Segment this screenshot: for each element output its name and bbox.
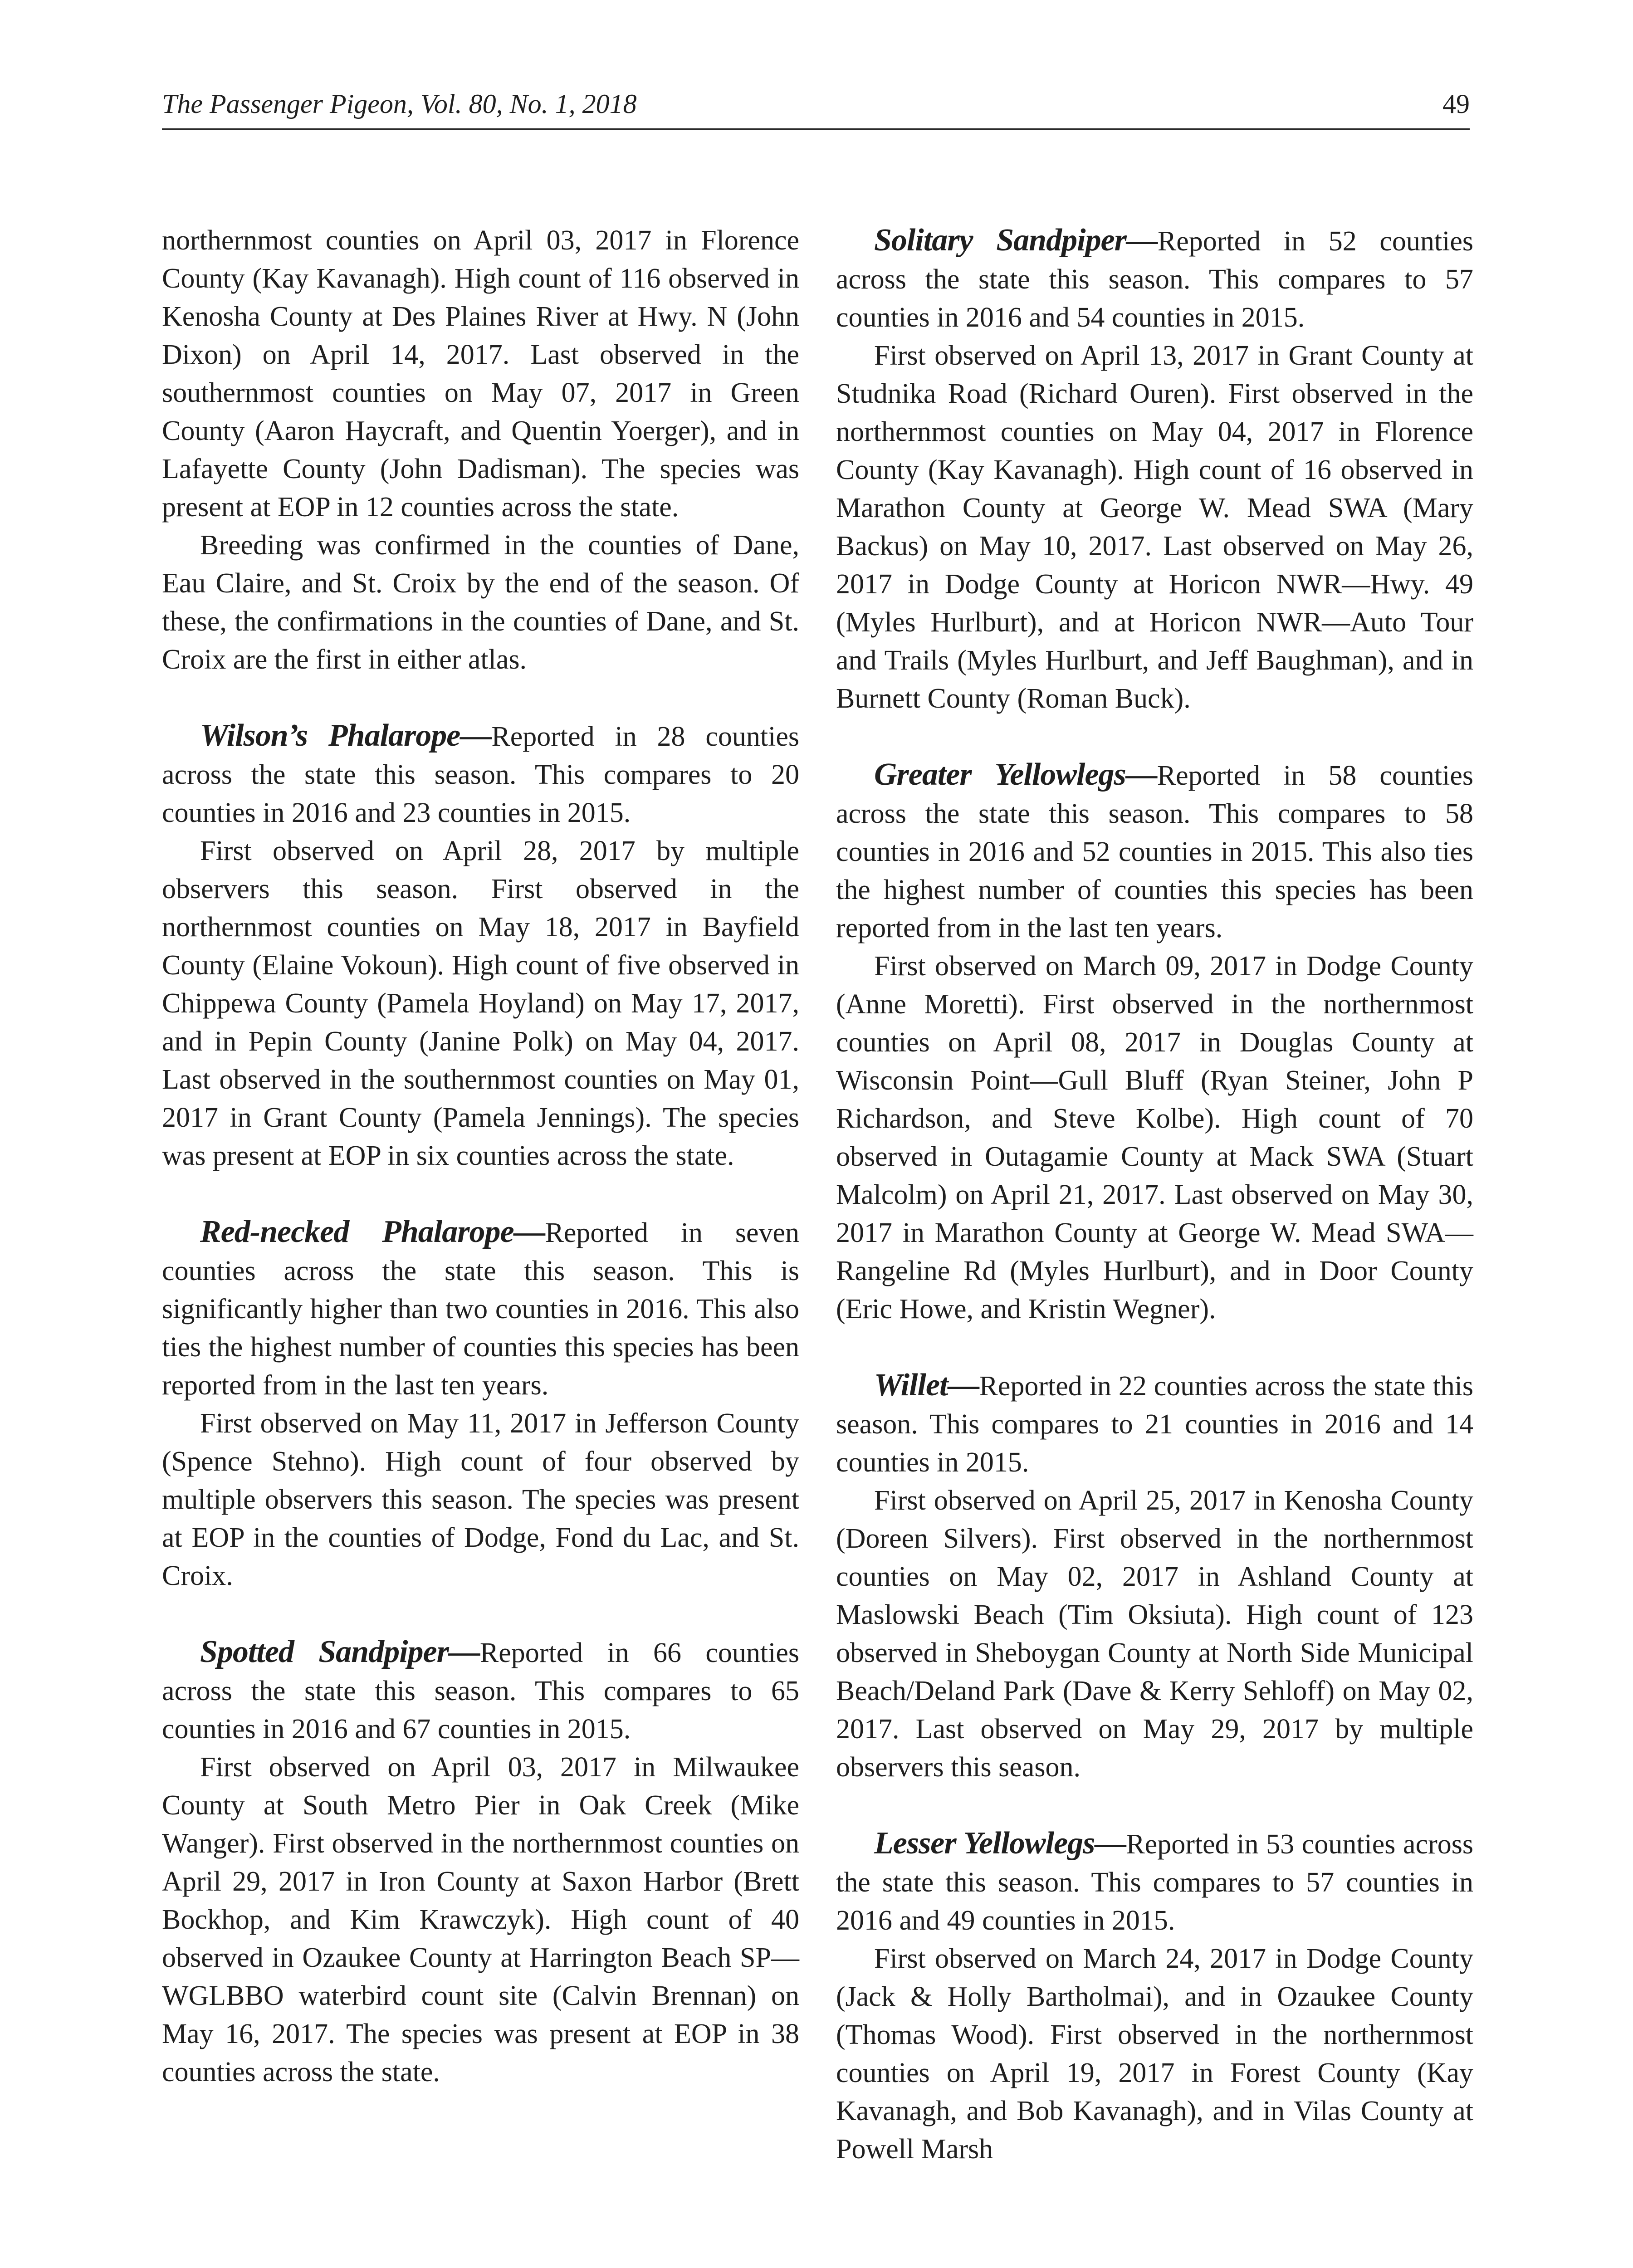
species-name: Spotted Sandpiper— xyxy=(200,1634,480,1669)
species-name: Willet— xyxy=(874,1368,979,1403)
header-rule xyxy=(162,128,1470,130)
species-entry-red-necked-phalarope xyxy=(162,1213,799,1595)
species-details: First observed on May 11, 2017 in Jefferson County (Spence Stehno). High count of four observed by multiple observers this season. The species was present at EOP in the counties of Dodge, Fond du Lac, and St. Croix. xyxy=(162,1408,799,1591)
species-details: First observed on April 28, 2017 by multiple observers this season. First observed in the northernmost counties on May 18, 2017 in Bayfield County (Elaine Vokoun). High count of five observed in Chippewa County (Pamela Hoyland) on May 17, 2017, and in Pepin County (Janine Polk) on May 04, 2017. Last observed in the southernmost counties on May 01, 2017 in Grant County (Pamela Jennings). The species was present at EOP in six counties across the state. xyxy=(162,836,799,1171)
species-entry-willet xyxy=(836,1366,1473,1786)
species-details: First observed on April 25, 2017 in Kenosha County (Doreen Silvers). First observed in the northernmost counties on May 02, 2017 in Ashland County at Maslowski Beach (Tim Oksiuta). High count of 123 observed in Sheboygan County at North Side Municipal Beach/Deland Park (Dave & Kerry Sehloff) on May 02, 2017. Last observed on May 29, 2017 by multiple observers this season. xyxy=(836,1485,1473,1783)
right-column xyxy=(836,221,1473,2168)
species-name: Red-necked Phalarope— xyxy=(200,1214,545,1249)
continued-entry xyxy=(162,221,799,679)
species-details: First observed on March 09, 2017 in Dodge County (Anne Moretti). First observed in the northernmost counties on April 08, 2017 in Douglas County at Wisconsin Point—Gull Bluff (Ryan Steiner, John P Richardson, and Steve Kolbe). High count of 70 observed in Outagamie County at Mack SWA (Stuart Malcolm) on April 21, 2017. Last observed on May 30, 2017 in Marathon County at George W. Mead SWA—Rangeline Rd (Myles Hurlburt), and in Door County (Eric Howe, and Kristin Wegner). xyxy=(836,951,1473,1325)
species-entry-lesser-yellowlegs xyxy=(836,1824,1473,2168)
species-entry-greater-yellowlegs xyxy=(836,756,1473,1328)
page-number: 49 xyxy=(1442,89,1470,119)
species-entry-spotted-sandpiper xyxy=(162,1633,799,2091)
species-summary xyxy=(162,1633,799,1748)
species-summary xyxy=(836,1366,1473,1481)
summary-text: Reported in 28 counties across the state this season. This compares to 20 counties in 2016 and 23 counties in 2015. xyxy=(162,721,799,828)
summary-text: Reported in 22 counties across the state this season. This compares to 21 counties in 2016 and 14 counties in 2015. xyxy=(836,1371,1473,1478)
species-name: Lesser Yellowlegs— xyxy=(874,1826,1126,1861)
species-entry-solitary-sandpiper xyxy=(836,221,1473,718)
breeding-paragraph: Breeding was confirmed in the counties of Dane, Eau Claire, and St. Croix by the end of the season. Of these, the confirmations in the counties of Dane, and St. Croix are the first in either atlas. xyxy=(162,530,799,675)
running-header-title: The Passenger Pigeon, Vol. 80, No. 1, 2018 xyxy=(162,89,637,119)
species-details: First observed on April 03, 2017 in Milwaukee County at South Metro Pier in Oak Creek (Mike Wanger). First observed in the northernmost counties on April 29, 2017 in Iron County at Saxon Harbor (Brett Bockhop, and Kim Krawczyk). High count of 40 observed in Ozaukee County at Harrington Beach SP—WGLBBO waterbird count site (Calvin Brennan) on May 16, 2017. The species was present at EOP in 38 counties across the state. xyxy=(162,1752,799,2087)
summary-text: Reported in 53 counties across the state this season. This compares to 57 counties in 2016 and 49 counties in 2015. xyxy=(836,1829,1473,1936)
species-summary xyxy=(836,756,1473,947)
left-column xyxy=(162,221,799,2091)
species-summary xyxy=(162,717,799,832)
species-name: Wilson’s Phalarope— xyxy=(200,718,492,753)
summary-text: Reported in 66 counties across the state this season. This compares to 65 counties in 2016 and 67 counties in 2015. xyxy=(162,1637,799,1745)
species-name: Solitary Sandpiper— xyxy=(874,223,1158,258)
summary-text: Reported in 58 counties across the state this season. This compares to 58 counties in 2016 and 52 counties in 2015. This also ties the highest number of counties this species has been reported from in the last ten years. xyxy=(836,760,1473,943)
species-summary xyxy=(162,1213,799,1404)
continued-paragraph: northernmost counties on April 03, 2017 in Florence County (Kay Kavanagh). High count of 116 observed in Kenosha County at Des Plaines River at Hwy. N (John Dixon) on April 14, 2017. Last observed in the southernmost counties on May 07, 2017 in Green County (Aaron Haycraft, and Quentin Yoerger), and in Lafayette County (John Dadisman). The species was present at EOP in 12 counties across the state. xyxy=(162,225,799,523)
summary-text: Reported in 52 counties across the state this season. This compares to 57 counties in 2016 and 54 counties in 2015. xyxy=(836,226,1473,333)
species-details: First observed on April 13, 2017 in Grant County at Studnika Road (Richard Ouren). First observed in the northernmost counties on May 04, 2017 in Florence County (Kay Kavanagh). High count of 16 observed in Marathon County at George W. Mead SWA (Mary Backus) on May 10, 2017. Last observed on May 26, 2017 in Dodge County at Horicon NWR—Hwy. 49 (Myles Hurlburt), and at Horicon NWR—Auto Tour and Trails (Myles Hurlburt, and Jeff Baughman), and in Burnett County (Roman Buck). xyxy=(836,340,1473,714)
species-details: First observed on March 24, 2017 in Dodge County (Jack & Holly Bartholmai), and in Ozaukee County (Thomas Wood). First observed in the northernmost counties on April 19, 2017 in Forest County (Kay Kavanagh, and Bob Kavanagh), and in Vilas County at Powell Marsh xyxy=(836,1943,1473,2165)
species-summary xyxy=(836,221,1473,337)
species-summary xyxy=(836,1824,1473,1940)
species-name: Greater Yellowlegs— xyxy=(874,757,1157,792)
summary-text: Reported in seven counties across the state this season. This is significantly higher than two counties in 2016. This also ties the highest number of counties this species has been reported from in the last ten years. xyxy=(162,1217,800,1401)
species-entry-wilsons-phalarope xyxy=(162,717,799,1175)
